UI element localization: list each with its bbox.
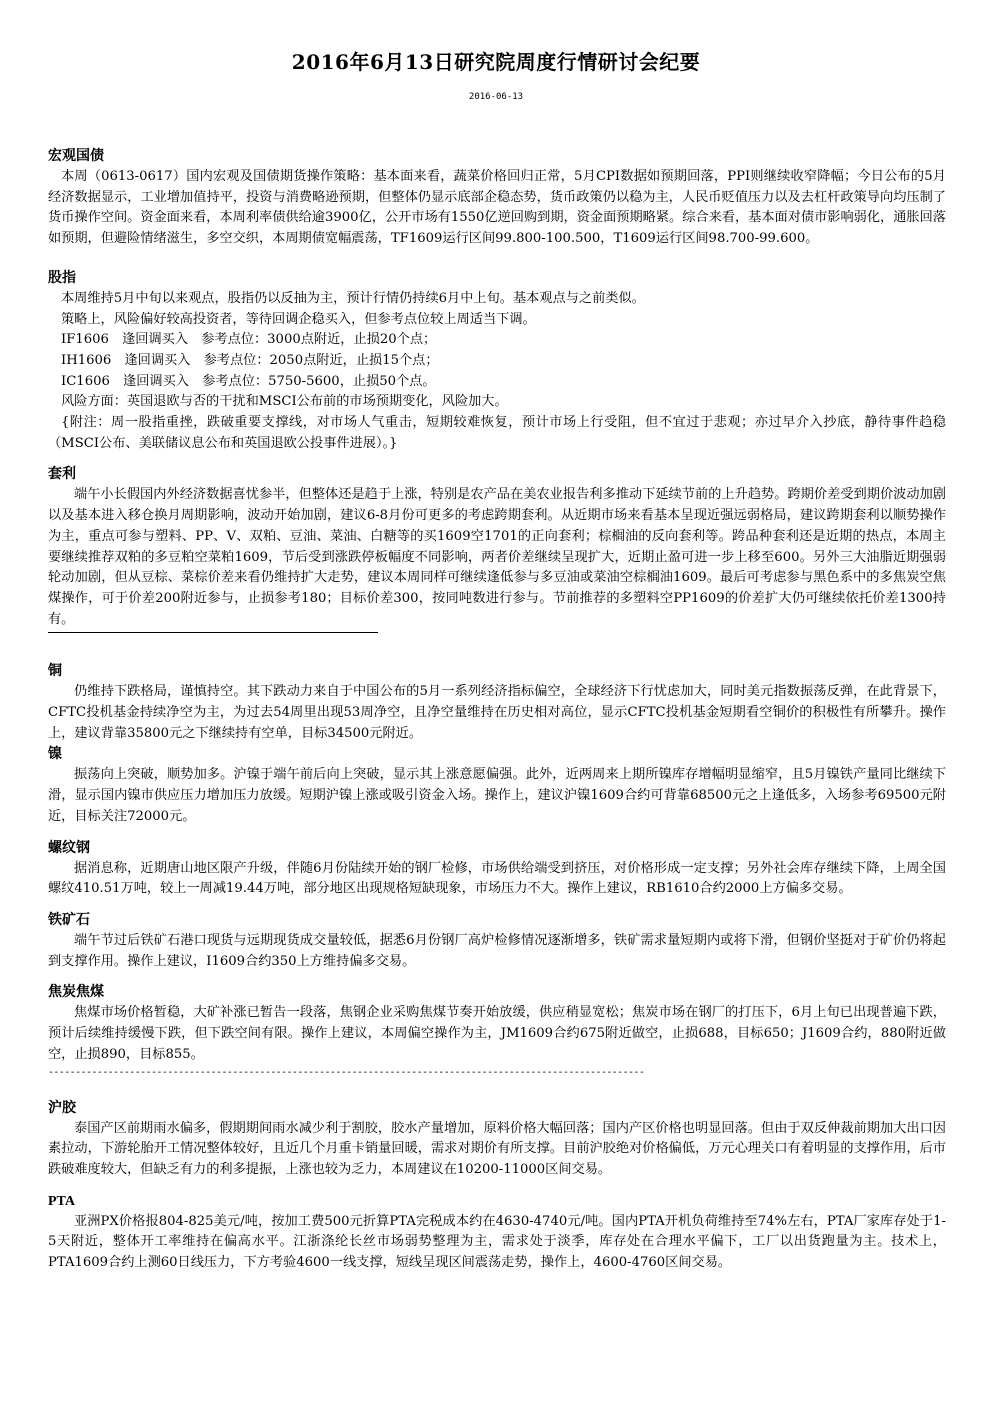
section-paragraph: 焦煤市场价格暂稳，大矿补涨已暂告一段落，焦钢企业采购焦煤节奏开始放缓，供应稍显宽松；焦炭市场在钢厂的打压下，6月上旬已出现普遍下跌，预计后续维持缓慢下跌，但下跌空间有限。操作上建议，本周偏空操作为主，JM1609合约675附近做空，止损688，目标650；J1609合约，880附近做空，止损890，目标855。 bbox=[48, 1005, 946, 1062]
section-heading: 套利 bbox=[48, 466, 76, 483]
section-paragraph: 端午节过后铁矿石港口现货与远期现货成交量较低，据悉6月份钢厂高炉检修情况逐渐增多，铁矿需求量短期内或将下滑，但钢价坚挺对于矿价仍将起到支撑作用。操作上建议，I1609合约350上方维持偏多交易。 bbox=[48, 932, 946, 969]
section-heading: 铜 bbox=[48, 663, 62, 680]
section-coke bbox=[48, 982, 946, 1079]
section-paragraph: 亚洲PX价格报804-825美元/吨，按加工费500元折算PTA完税成本约在4630-4740元/吨。国内PTA开机负荷维持至74%左右，PTA厂家库存处于1-5天附近，整体开工率维持在偏高水平。江浙涤纶长丝市场弱势整理为主，需求处于淡季，库存处在合理水平偏下，工厂以出货跑量为主。技术上，PTA1609合约上测60日线压力，下方考验4600一线支撑，短线呈现区间震荡走势，操作上，4600-4760区间交易。 bbox=[48, 1213, 946, 1271]
index-line-ic: IC1606 逢回调买入 参考点位：5750-5600，止损50个点。 bbox=[61, 373, 436, 389]
section-index bbox=[48, 268, 946, 455]
section-nickel bbox=[48, 744, 946, 827]
section-paragraph: 端午小长假国内外经济数据喜忧参半，但整体还是趋于上涨，特别是农产品在美农业报告利多推动下延续节前的上升趋势。跨期价差受到期价波动加剧以及基本进入移仓换月周期影响，波动开始加剧，建议6-8月份可更多的考虑跨期套利。从近期市场来看基本呈现近强远弱格局，建议跨期套利以顺势操作为主，重点可参与塑料、PP、V、双粕、豆油、菜油、白糖等的买1609空1701的正向套利；棕榈油的反向套利等。跨品种套利还是近期的热点，本周主要继续推荐双粕的多豆粕空菜粕1609，节后受到涨跌停板幅度不同影响，两者价差继续呈现扩大，近期止盈可进一步上移至600。另外三大油脂近期强弱轮动加剧，但从豆棕、菜棕价差来看仍维持扩大走势，建议本周同样可继续逢低参与多豆油或菜油空棕榈油1609。最后可考虑参与黑色系中的多焦炭空焦煤操作，可于价差200附近参与，止损参考180；目标价差300，按同吨数进行参与。节前推荐的多塑料空PP1609的价差扩大仍可继续依托价差1300持有。 bbox=[48, 487, 946, 627]
section-heading: 铁矿石 bbox=[48, 911, 90, 928]
index-line-note: {附注：周一股指重挫，跌破重要支撑线，对市场人气重击，短期较难恢复，预计市场上行受阻，但不宜过于悲观；亦过早介入抄底，静待事件趋稳（MSCI公布、美联储议息公布和英国退欧公投事件进展）。} bbox=[48, 415, 946, 451]
section-paragraph: 据消息称，近期唐山地区限产升级，伴随6月份陆续开始的钢厂检修，市场供给端受到挤压，对价格形成一定支撑；另外社会库存继续下降，上周全国螺纹410.51万吨，较上一周减19.44万吨，部分地区出现规格短缺现象，市场压力不大。操作上建议，RB1610合约2000上方偏多交易。 bbox=[48, 860, 946, 897]
section-heading: 镍 bbox=[48, 746, 62, 763]
section-heading: 宏观国债 bbox=[48, 148, 104, 164]
index-line-if: IF1606 逢回调买入 参考点位：3000点附近，止损20个点； bbox=[61, 332, 437, 348]
section-paragraph: 振荡向上突破，顺势加多。沪镍于端午前后向上突破，显示其上涨意愿偏强。此外，近两周来上期所镍库存增幅明显缩窄，且5月镍铁产量同比继续下滑，显示国内镍市供应压力增加压力放缓。短期沪镍上涨或吸引资金入场。操作上，建议沪镍1609合约可背靠68500元之上逢低多，入场参考69500元附近，目标关注72000元。 bbox=[48, 767, 946, 824]
section-heading: 股指 bbox=[48, 269, 76, 286]
section-paragraph: 仍维持下跌格局，谨慎持空。其下跌动力来自于中国公布的5月一系列经济指标偏空，全球经济下行忧虑加大，同时美元指数振荡反弹，在此背景下，CFTC投机基金持续净空为主，为过去54周里出现53周净空，且净空量维持在历史相对高位，显示CFTC投机基金短期看空铜价的积极性有所攀升。操作上，建议背靠35800元之下继续持有空单，目标34500元附近。 bbox=[48, 684, 946, 741]
document-body bbox=[48, 146, 946, 1274]
index-line-strategy: 策略上，风险偏好较高投资者，等待回调企稳买入，但参考点位较上周适当下调。 bbox=[61, 311, 536, 327]
document-date: 2016-06-13 bbox=[468, 92, 524, 102]
index-line-risk: 风险方面：英国退欧与否的干扰和MSCI公布前的市场预期变化，风险加大。 bbox=[61, 394, 508, 410]
section-iron-ore bbox=[48, 910, 946, 972]
section-arbitrage bbox=[48, 464, 946, 633]
section-heading: 螺纹钢 bbox=[48, 839, 90, 856]
section-copper bbox=[48, 661, 946, 744]
index-line-ih: IH1606 逢回调买入 参考点位：2050点附近，止损15个点； bbox=[61, 352, 439, 368]
separator-dashes: -------------------------------------------------------------------------------------------------------------- bbox=[48, 1066, 645, 1078]
document-title: 2016年6月13日研究院周度行情研讨会纪要 bbox=[291, 50, 701, 74]
section-heading: PTA bbox=[48, 1193, 75, 1209]
index-line-view: 本周维持5月中旬以来观点，股指仍以反抽为主，预计行情仍持续6月中上旬。基本观点与之前类似。 bbox=[61, 290, 645, 306]
section-macro bbox=[48, 146, 946, 250]
section-rubber bbox=[48, 1098, 946, 1181]
section-pta bbox=[48, 1191, 946, 1274]
section-rebar bbox=[48, 838, 946, 900]
section-heading: 沪胶 bbox=[48, 1099, 76, 1116]
section-heading: 焦炭焦煤 bbox=[48, 984, 104, 1001]
section-paragraph: 本周（0613-0617）国内宏观及国债期货操作策略：基本面来看，蔬菜价格回归正常，5月CPI数据如预期回落，PPI则继续收窄降幅；今日公布的5月经济数据显示，工业增加值持平，投资与消费略逊预期，但整体仍显示底部企稳态势，货币政策仍以稳为主，人民币贬值压力以及去杠杆政策导向均压制了货币操作空间。资金面来看，本周利率债供给逾3900亿，公开市场有1550亿逆回购到期，资金面预期略紧。综合来看，基本面对债市影响弱化，通胀回落如预期，但避险情绪滋生，多空交织，本周期债宽幅震荡，TF1609运行区间99.800-100.500，T1609运行区间98.700-99.600。 bbox=[48, 169, 946, 247]
section-paragraph: 泰国产区前期雨水偏多，假期期间雨水减少利于割胶，胶水产量增加，原料价格大幅回落；国内产区价格也明显回落。但由于双反伸裁前期加大出口因素拉动，下游轮胎开工情况整体较好，且近几个月重卡销量回暖，需求对期价有所支撑。目前沪胶绝对价格偏低，万元心理关口有着明显的支撑作用，后市跌破难度较大，但缺乏有力的利多提振，上涨也较为乏力，本周建议在10200-11000区间交易。 bbox=[48, 1120, 946, 1177]
